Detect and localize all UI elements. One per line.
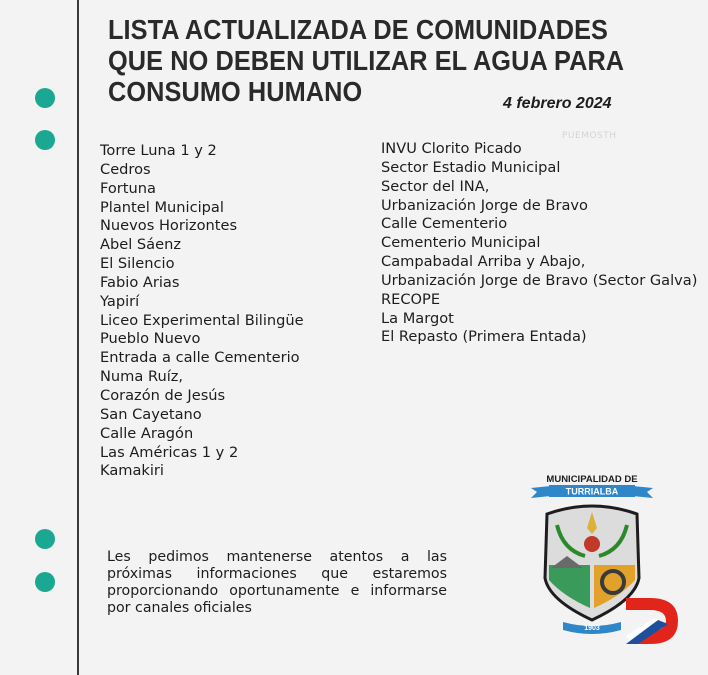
community-item: El Repasto (Primera Entada): [381, 328, 587, 346]
community-item: Campabadal Arriba y Abajo,: [381, 253, 586, 271]
binder-hole: [35, 529, 55, 549]
communities-list-right: [381, 140, 697, 347]
community-item: Sector del INA,: [381, 177, 490, 195]
title-line: QUE NO DEBEN UTILIZAR EL AGUA PARA: [108, 45, 625, 76]
community-item: INVU Clorito Picado: [381, 140, 522, 157]
community-item: Fortuna: [100, 179, 156, 197]
community-item: Fabio Arias: [100, 273, 180, 291]
binder-hole: [35, 88, 55, 108]
community-item: Abel Sáenz: [100, 236, 182, 254]
ribbon-text: TURRIALBA: [565, 486, 619, 497]
ribbon-right-tail: [633, 486, 653, 498]
watermark: PUEMOSTH: [562, 131, 617, 141]
binder-hole: [35, 130, 55, 150]
community-item: Numa Ruíz,: [100, 368, 184, 386]
community-item: Cementerio Municipal: [381, 234, 541, 252]
community-item: Liceo Experimental Bilingüe: [100, 311, 304, 329]
page-title: [108, 14, 623, 107]
logo-top-text: MUNICIPALIDAD DE: [546, 474, 638, 485]
community-item: Torre Luna 1 y 2: [100, 142, 217, 159]
community-item: Calle Aragón: [100, 424, 194, 442]
community-item: RECOPE: [381, 290, 441, 308]
community-item: Sector Estadio Municipal: [381, 158, 561, 176]
brand-mark-icon: [624, 596, 680, 646]
community-item: Kamakiri: [100, 462, 164, 480]
community-item: Plantel Municipal: [100, 198, 224, 216]
community-item: Corazón de Jesús: [100, 386, 226, 404]
community-item: Pueblo Nuevo: [100, 330, 201, 348]
year-text: 1903: [584, 625, 600, 632]
community-item: Cedros: [100, 160, 151, 178]
community-item: Calle Cementerio: [381, 215, 508, 233]
binder-hole: [35, 572, 55, 592]
notebook-margin-line: [77, 0, 79, 675]
community-item: San Cayetano: [100, 405, 202, 423]
community-item: Las Américas 1 y 2: [100, 443, 239, 461]
publication-date: 4 febrero 2024: [503, 95, 612, 112]
rose-icon: [584, 536, 600, 552]
notice-text: Les pedimos mantenerse atentos a las próximas informaciones que estaremos proporcionando oportunamente e informarse por canales oficiales: [107, 549, 447, 616]
community-item: La Margot: [381, 309, 454, 327]
community-item: Entrada a calle Cementerio: [100, 349, 300, 367]
communities-list-left: [100, 142, 304, 481]
community-item: Urbanización Jorge de Bravo: [381, 196, 588, 214]
title-line: CONSUMO HUMANO: [108, 76, 363, 107]
community-item: Yapirí: [100, 292, 140, 310]
community-item: Nuevos Horizontes: [100, 217, 238, 235]
community-item: Urbanización Jorge de Bravo (Sector Galva): [381, 271, 698, 289]
ribbon-left-tail: [531, 486, 551, 498]
community-item: El Silencio: [100, 255, 175, 273]
title-line: LISTA ACTUALIZADA DE COMUNIDADES: [108, 14, 609, 45]
